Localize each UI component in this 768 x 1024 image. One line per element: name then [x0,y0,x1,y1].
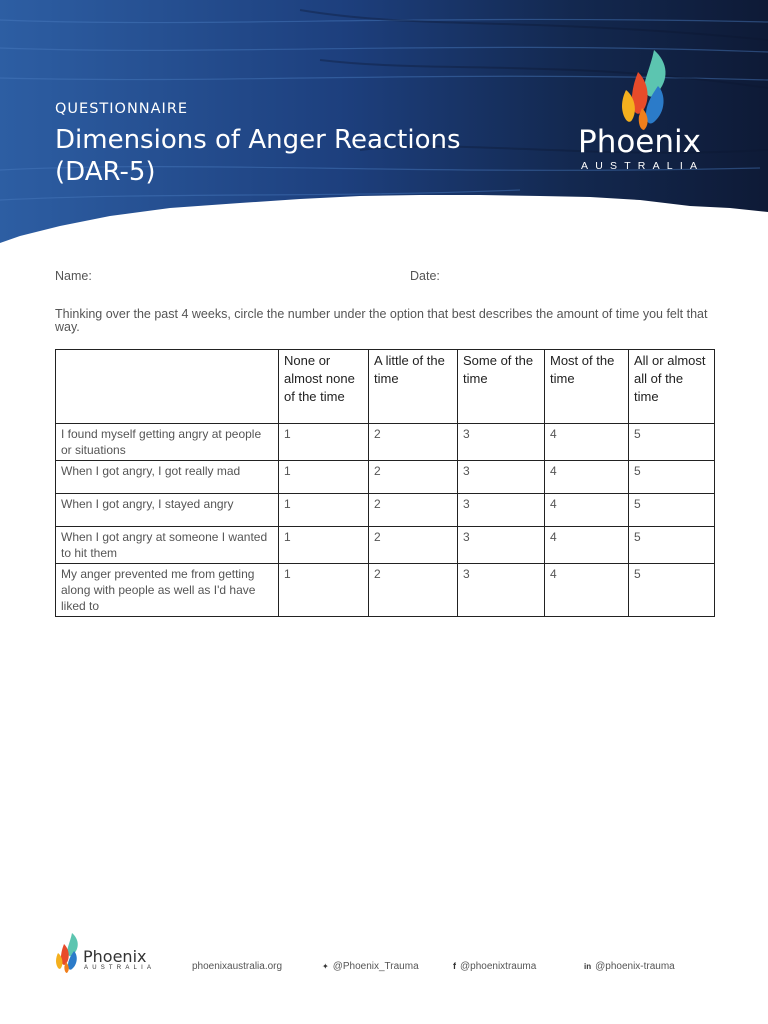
statement: I found myself getting angry at people or situations [56,424,279,461]
phoenix-logo [578,50,718,180]
footer-logo-wordmark: Phoenix [83,947,147,966]
score-option[interactable]: 5 [629,564,715,617]
score-option[interactable]: 4 [545,527,629,564]
score-option[interactable]: 1 [279,494,369,527]
score-option[interactable]: 1 [279,461,369,494]
questionnaire-table [55,349,715,617]
name-field-label: Name: [55,269,92,283]
twitter-link[interactable] [322,961,419,972]
website-link[interactable]: phoenixaustralia.org [192,961,283,972]
table-row [56,424,715,461]
table-header-row [56,350,715,424]
score-option[interactable]: 5 [629,527,715,564]
score-option[interactable]: 5 [629,424,715,461]
score-option[interactable]: 2 [369,424,458,461]
phoenix-flame-icon [620,50,672,130]
header-banner [0,0,768,250]
date-field-label: Date: [410,269,440,283]
phoenix-flame-icon [55,930,81,976]
linkedin-handle: @phoenix-trauma [595,961,675,972]
score-option[interactable]: 5 [629,494,715,527]
score-option[interactable]: 4 [545,461,629,494]
page-footer [0,925,768,985]
statement: When I got angry at someone I wanted to hit them [56,527,279,564]
logo-subtitle: AUSTRALIA [581,160,705,172]
score-option[interactable]: 1 [279,564,369,617]
footer-logo-subtitle: AUSTRALIA [84,965,156,971]
score-option[interactable]: 2 [369,494,458,527]
score-option[interactable]: 5 [629,461,715,494]
facebook-link[interactable] [453,961,536,972]
document-kicker: QUESTIONNAIRE [55,101,189,117]
logo-wordmark: Phoenix [578,124,701,160]
instructions: Thinking over the past 4 weeks, circle the number under the option that best describes the amount of time you felt that way. [55,307,708,334]
facebook-handle: @phoenixtrauma [460,961,537,972]
score-option[interactable]: 1 [279,527,369,564]
statement: My anger prevented me from getting along with people as well as I'd have liked to [56,564,279,617]
twitter-handle: @Phoenix_Trauma [332,961,419,972]
column-header: None or almost none of the time [279,350,369,424]
column-header: Some of the time [458,350,545,424]
facebook-icon: f [453,961,456,971]
score-option[interactable]: 3 [458,494,545,527]
table-row [56,527,715,564]
score-option[interactable]: 4 [545,424,629,461]
linkedin-icon: in [584,962,592,971]
table-row [56,461,715,494]
score-option[interactable]: 4 [545,494,629,527]
table-row [56,564,715,617]
score-option[interactable]: 3 [458,564,545,617]
score-option[interactable]: 2 [369,564,458,617]
statement: When I got angry, I stayed angry [56,494,279,527]
score-option[interactable]: 4 [545,564,629,617]
score-option[interactable]: 3 [458,527,545,564]
page-title: Dimensions of Anger Reactions (DAR-5) [55,125,461,187]
score-option[interactable]: 3 [458,461,545,494]
linkedin-link[interactable] [584,961,675,972]
score-option[interactable]: 1 [279,424,369,461]
column-header: A little of the time [369,350,458,424]
column-header: All or almost all of the time [629,350,715,424]
table-row [56,494,715,527]
column-header: Most of the time [545,350,629,424]
score-option[interactable]: 2 [369,527,458,564]
score-option[interactable]: 2 [369,461,458,494]
score-option[interactable]: 3 [458,424,545,461]
twitter-icon: ✦ [322,962,329,971]
header-blank [56,350,279,424]
statement: When I got angry, I got really mad [56,461,279,494]
